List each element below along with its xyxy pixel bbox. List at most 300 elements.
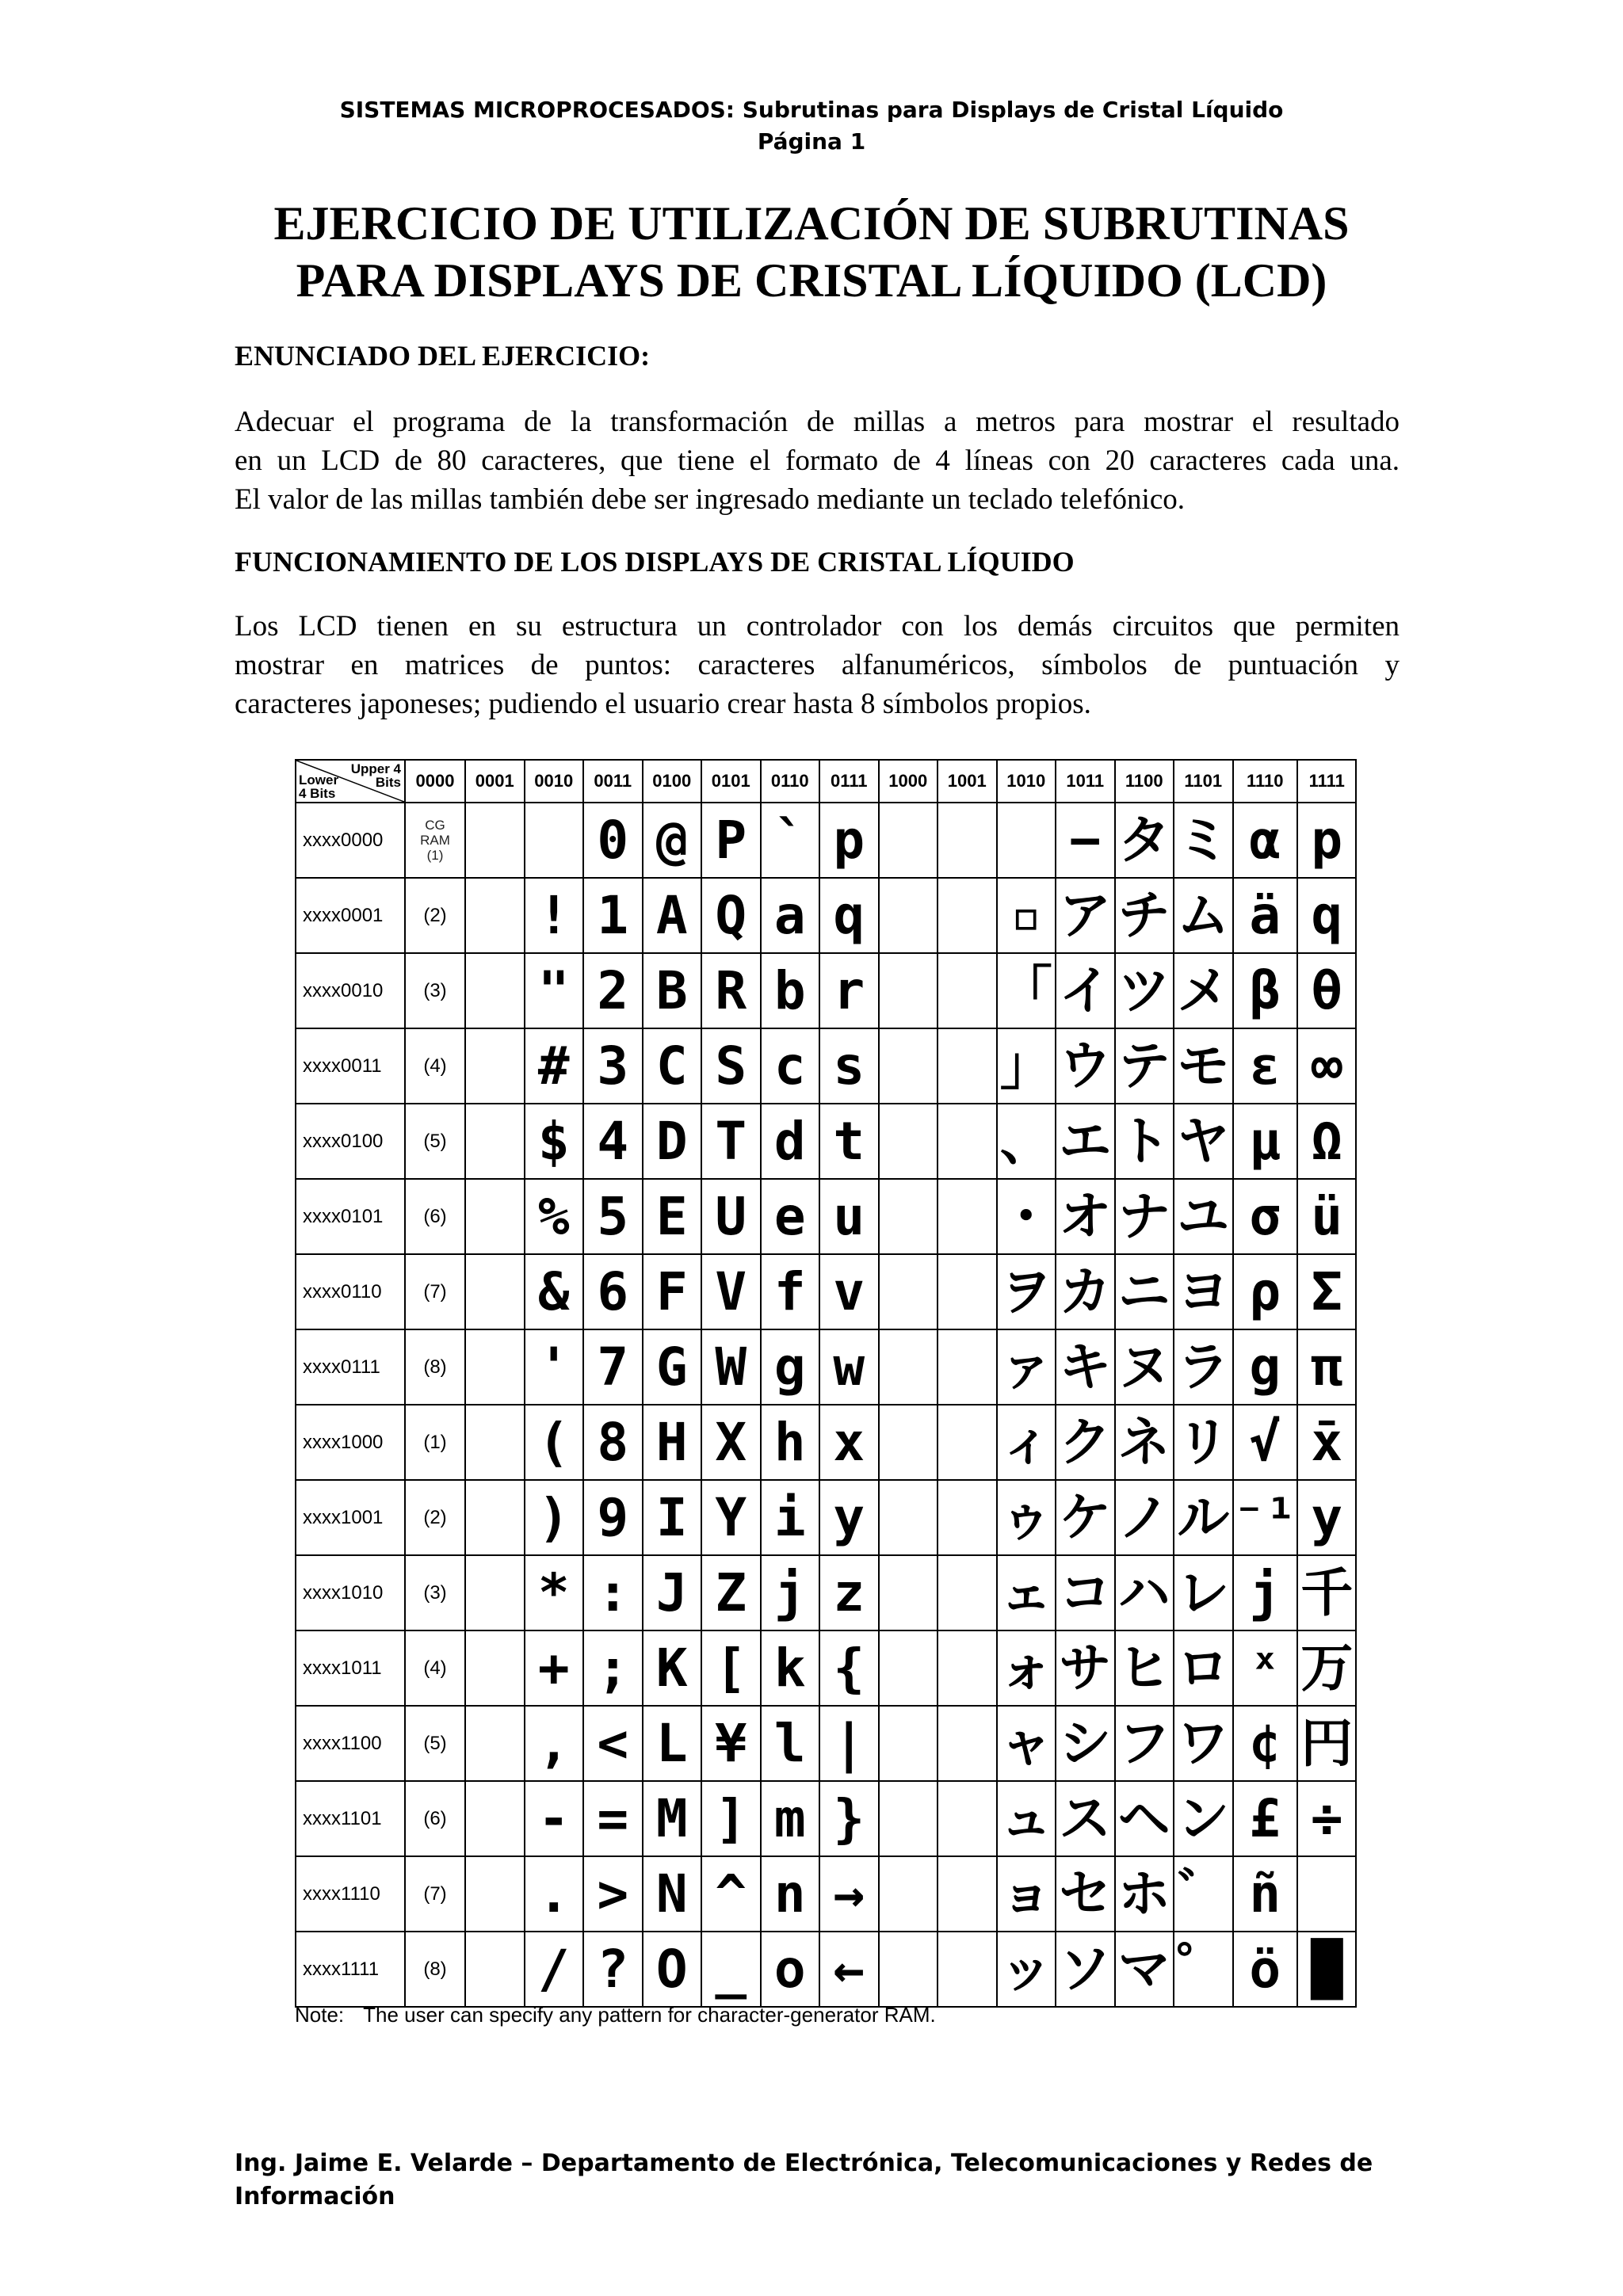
table-row [296, 1179, 1356, 1254]
character-cell: C [643, 1028, 702, 1104]
character-cell: q [819, 878, 879, 953]
character-cell: Ω [1297, 1104, 1357, 1179]
character-cell: { [819, 1630, 879, 1706]
character-cell: | [819, 1706, 879, 1781]
character-cell: 8 [583, 1405, 643, 1480]
character-cell [879, 1104, 938, 1179]
character-cell: p [1297, 803, 1357, 878]
character-cell: ミ [1174, 803, 1233, 878]
character-cell [465, 878, 525, 953]
character-cell [1297, 1856, 1357, 1932]
character-cell [879, 803, 938, 878]
section-heading-enunciado: ENUNCIADO DEL EJERCICIO: [235, 340, 651, 372]
character-cell: i [761, 1480, 820, 1555]
column-header: 1111 [1297, 760, 1357, 803]
character-cell: x̄ [1297, 1405, 1357, 1480]
row-label: xxxx0110 [296, 1254, 405, 1329]
character-cell: ァ [997, 1329, 1056, 1405]
character-cell: ム [1174, 878, 1233, 953]
character-cell [465, 1781, 525, 1856]
character-cell: G [643, 1329, 702, 1405]
table-row [296, 1329, 1356, 1405]
character-cell: 千 [1297, 1555, 1357, 1630]
character-cell: } [819, 1781, 879, 1856]
character-cell: v [819, 1254, 879, 1329]
character-cell [465, 1179, 525, 1254]
character-cell: ワ [1174, 1706, 1233, 1781]
character-cell: - [525, 1781, 584, 1856]
character-cell [465, 1932, 525, 2007]
character-cell: ← [819, 1932, 879, 2007]
character-cell: ヘ [1115, 1781, 1174, 1856]
character-cell: M [643, 1781, 702, 1856]
row-label: xxxx0001 [296, 878, 405, 953]
character-cell [879, 1329, 938, 1405]
character-cell: β [1233, 953, 1297, 1028]
character-cell: 4 [583, 1104, 643, 1179]
character-cell: ' [525, 1329, 584, 1405]
character-cell: ∞ [1297, 1028, 1357, 1104]
column-header: 0000 [405, 760, 465, 803]
character-cell: u [819, 1179, 879, 1254]
character-cell [938, 953, 997, 1028]
character-cell [525, 803, 584, 878]
character-cell: m [761, 1781, 820, 1856]
character-cell: θ [1297, 953, 1357, 1028]
corner-lower-bits-label: Lower 4 Bits [299, 772, 339, 801]
character-cell: a [761, 878, 820, 953]
character-cell: < [583, 1706, 643, 1781]
character-cell: I [643, 1480, 702, 1555]
character-cell [938, 878, 997, 953]
row-label: xxxx1101 [296, 1781, 405, 1856]
character-cell: f [761, 1254, 820, 1329]
character-cell: ィ [997, 1405, 1056, 1480]
cg-ram-cell: (7) [405, 1856, 465, 1932]
character-cell: ・ [997, 1179, 1056, 1254]
row-label: xxxx1100 [296, 1706, 405, 1781]
character-cell: ü [1297, 1179, 1357, 1254]
character-cell: s [819, 1028, 879, 1104]
character-cell: ) [525, 1480, 584, 1555]
table-row [296, 1480, 1356, 1555]
character-cell [465, 1856, 525, 1932]
table-row [296, 1630, 1356, 1706]
lcd-character-table [295, 759, 1357, 2008]
character-cell: 6 [583, 1254, 643, 1329]
character-cell: g [1233, 1329, 1297, 1405]
character-cell: 7 [583, 1329, 643, 1405]
character-cell: j [761, 1555, 820, 1630]
row-label: xxxx0111 [296, 1329, 405, 1405]
character-cell: σ [1233, 1179, 1297, 1254]
column-header: 0110 [761, 760, 820, 803]
character-cell: 、 [997, 1104, 1056, 1179]
character-cell: ッ [997, 1932, 1056, 2007]
table-note [295, 2003, 936, 2027]
table-row [296, 1405, 1356, 1480]
character-cell: V [701, 1254, 761, 1329]
character-cell: √ [1233, 1405, 1297, 1480]
table-row [296, 1555, 1356, 1630]
column-header: 1001 [938, 760, 997, 803]
character-cell [938, 1630, 997, 1706]
character-cell: ソ [1056, 1932, 1115, 2007]
table-row [296, 1104, 1356, 1179]
character-cell: r [819, 953, 879, 1028]
table-row [296, 1781, 1356, 1856]
cg-ram-cell: (8) [405, 1932, 465, 2007]
character-cell [465, 1104, 525, 1179]
character-cell: ノ [1115, 1480, 1174, 1555]
character-cell [879, 1405, 938, 1480]
character-cell [879, 1856, 938, 1932]
table-row [296, 1856, 1356, 1932]
character-cell: イ [1056, 953, 1115, 1028]
character-cell: ネ [1115, 1405, 1174, 1480]
character-cell [879, 1932, 938, 2007]
character-cell [465, 1706, 525, 1781]
character-cell [465, 1028, 525, 1104]
character-cell: キ [1056, 1329, 1115, 1405]
character-cell: / [525, 1932, 584, 2007]
paragraph-line: en un LCD de 80 caracteres, que tiene el formato de 4 líneas con 20 caracteres cada una. [235, 444, 1400, 477]
cg-ram-cell: (2) [405, 878, 465, 953]
paragraph-line: Adecuar el programa de la transformación de millas a metros para mostrar el resultado [235, 406, 1400, 438]
paragraph-line: El valor de las millas también debe ser ingresado mediante un teclado telefónico. [235, 483, 1185, 516]
character-cell [938, 1028, 997, 1104]
character-cell [465, 953, 525, 1028]
cg-ram-cell: CG RAM (1) [405, 803, 465, 878]
character-cell [879, 1028, 938, 1104]
character-cell: + [525, 1630, 584, 1706]
character-cell [938, 803, 997, 878]
character-cell: ⁻¹ [1233, 1480, 1297, 1555]
row-label: xxxx1001 [296, 1480, 405, 1555]
row-label: xxxx1010 [296, 1555, 405, 1630]
character-cell [938, 1932, 997, 2007]
character-cell: L [643, 1706, 702, 1781]
character-cell [465, 803, 525, 878]
character-cell: ユ [1174, 1179, 1233, 1254]
character-cell: _ [701, 1932, 761, 2007]
character-cell: シ [1056, 1706, 1115, 1781]
character-cell: R [701, 953, 761, 1028]
character-cell [465, 1555, 525, 1630]
character-cell: ゥ [997, 1480, 1056, 1555]
character-cell: ヨ [1174, 1254, 1233, 1329]
character-cell: Q [701, 878, 761, 953]
character-cell: n [761, 1856, 820, 1932]
character-cell [997, 803, 1056, 878]
character-cell: O [643, 1932, 702, 2007]
row-label: xxxx0010 [296, 953, 405, 1028]
character-cell: $ [525, 1104, 584, 1179]
character-cell: ` [761, 803, 820, 878]
character-cell: ヤ [1174, 1104, 1233, 1179]
character-cell: @ [643, 803, 702, 878]
character-cell [879, 1179, 938, 1254]
character-cell [465, 1254, 525, 1329]
character-cell: ア [1056, 878, 1115, 953]
character-cell: リ [1174, 1405, 1233, 1480]
character-cell [938, 1480, 997, 1555]
table-body [296, 803, 1356, 2007]
cg-ram-cell: (4) [405, 1630, 465, 1706]
character-cell: j [1233, 1555, 1297, 1630]
character-cell: ¥ [701, 1706, 761, 1781]
character-cell: 」 [997, 1028, 1056, 1104]
character-cell: ˣ [1233, 1630, 1297, 1706]
character-cell: ÷ [1297, 1781, 1357, 1856]
character-cell: テ [1115, 1028, 1174, 1104]
character-cell: W [701, 1329, 761, 1405]
character-cell: ^ [701, 1856, 761, 1932]
character-cell: p [819, 803, 879, 878]
character-cell: : [583, 1555, 643, 1630]
character-cell: N [643, 1856, 702, 1932]
section-heading-funcionamiento: FUNCIONAMIENTO DE LOS DISPLAYS DE CRISTAL LÍQUIDO [235, 546, 1075, 578]
cg-ram-cell: (1) [405, 1405, 465, 1480]
character-cell [465, 1329, 525, 1405]
table-row [296, 1706, 1356, 1781]
table-row [296, 1254, 1356, 1329]
character-cell: [ [701, 1630, 761, 1706]
paragraph-line: caracteres japoneses; pudiendo el usuario crear hasta 8 símbolos propios. [235, 688, 1091, 720]
character-cell: e [761, 1179, 820, 1254]
character-cell: w [819, 1329, 879, 1405]
table-row [296, 803, 1356, 878]
column-header: 0001 [465, 760, 525, 803]
table-row [296, 878, 1356, 953]
character-cell: H [643, 1405, 702, 1480]
character-cell: h [761, 1405, 820, 1480]
character-cell: b [761, 953, 820, 1028]
character-cell: 円 [1297, 1706, 1357, 1781]
character-cell: ウ [1056, 1028, 1115, 1104]
document-title-line-1: EJERCICIO DE UTILIZACIÓN DE SUBRUTINAS [273, 197, 1350, 250]
character-cell: E [643, 1179, 702, 1254]
character-cell: # [525, 1028, 584, 1104]
cg-ram-cell: (3) [405, 953, 465, 1028]
row-label: xxxx0100 [296, 1104, 405, 1179]
cg-ram-cell: (6) [405, 1781, 465, 1856]
character-cell: タ [1115, 803, 1174, 878]
document-title-line-2: PARA DISPLAYS DE CRISTAL LÍQUIDO (LCD) [296, 254, 1327, 307]
character-cell: & [525, 1254, 584, 1329]
character-cell: ρ [1233, 1254, 1297, 1329]
character-cell [465, 1480, 525, 1555]
character-cell [879, 1254, 938, 1329]
character-cell: █ [1297, 1932, 1357, 2007]
character-cell [938, 1555, 997, 1630]
row-label: xxxx0101 [296, 1179, 405, 1254]
column-header: 1101 [1174, 760, 1233, 803]
character-cell [938, 1104, 997, 1179]
character-cell: > [583, 1856, 643, 1932]
character-cell: 万 [1297, 1630, 1357, 1706]
character-cell: X [701, 1405, 761, 1480]
character-cell: α [1233, 803, 1297, 878]
character-cell [879, 1781, 938, 1856]
character-cell: S [701, 1028, 761, 1104]
character-cell: ロ [1174, 1630, 1233, 1706]
character-cell: ナ [1115, 1179, 1174, 1254]
character-cell: B [643, 953, 702, 1028]
character-cell: ? [583, 1932, 643, 2007]
character-cell: , [525, 1706, 584, 1781]
character-cell: ャ [997, 1706, 1056, 1781]
character-cell: ヲ [997, 1254, 1056, 1329]
character-cell: マ [1115, 1932, 1174, 2007]
character-cell: ¢ [1233, 1706, 1297, 1781]
character-cell: = [583, 1781, 643, 1856]
paragraph-line: Los LCD tienen en su estructura un controlador con los demás circuitos que permiten [235, 610, 1400, 643]
column-header: 0111 [819, 760, 879, 803]
cg-ram-cell: (5) [405, 1706, 465, 1781]
page-footer: Ing. Jaime E. Velarde – Departamento de Electrónica, Telecomunicaciones y Redes de Información [235, 2149, 1373, 2210]
character-cell: Σ [1297, 1254, 1357, 1329]
table-row [296, 1932, 1356, 2007]
character-cell: ö [1233, 1932, 1297, 2007]
character-cell: ( [525, 1405, 584, 1480]
corner-upper-bits-label: Upper 4 Bits [350, 761, 401, 790]
character-cell: c [761, 1028, 820, 1104]
row-label: xxxx1011 [296, 1630, 405, 1706]
character-cell: モ [1174, 1028, 1233, 1104]
character-cell: レ [1174, 1555, 1233, 1630]
character-cell: ル [1174, 1480, 1233, 1555]
character-cell: ニ [1115, 1254, 1174, 1329]
page-number: Página 1 [757, 128, 866, 154]
character-cell: £ [1233, 1781, 1297, 1856]
character-cell [465, 1405, 525, 1480]
character-cell: ェ [997, 1555, 1056, 1630]
character-code-table [295, 759, 1357, 2008]
paragraph-enunciado [235, 402, 1400, 519]
character-cell: * [525, 1555, 584, 1630]
character-cell: % [525, 1179, 584, 1254]
column-header: 0101 [701, 760, 761, 803]
cg-ram-cell: (8) [405, 1329, 465, 1405]
character-cell: ラ [1174, 1329, 1233, 1405]
character-cell: → [819, 1856, 879, 1932]
character-cell: ; [583, 1630, 643, 1706]
column-header: 1000 [879, 760, 938, 803]
character-cell: o [761, 1932, 820, 2007]
column-header: 1110 [1233, 760, 1297, 803]
character-cell: コ [1056, 1555, 1115, 1630]
character-cell: フ [1115, 1706, 1174, 1781]
character-cell: t [819, 1104, 879, 1179]
character-cell: π [1297, 1329, 1357, 1405]
cg-ram-cell: (5) [405, 1104, 465, 1179]
paragraph-funcionamiento [235, 607, 1400, 723]
character-cell: メ [1174, 953, 1233, 1028]
note-label: Note: [295, 2003, 345, 2027]
character-cell [938, 1405, 997, 1480]
character-cell: ゜ [1174, 1932, 1233, 2007]
character-cell: 5 [583, 1179, 643, 1254]
note-text: The user can specify any pattern for character-generator RAM. [363, 2003, 936, 2027]
character-cell: 2 [583, 953, 643, 1028]
column-header: 0010 [525, 760, 584, 803]
character-cell [938, 1706, 997, 1781]
character-cell: ä [1233, 878, 1297, 953]
character-cell: l [761, 1706, 820, 1781]
cg-ram-cell: (3) [405, 1555, 465, 1630]
character-cell: A [643, 878, 702, 953]
character-cell: . [525, 1856, 584, 1932]
cg-ram-cell: (4) [405, 1028, 465, 1104]
character-cell: K [643, 1630, 702, 1706]
character-cell: ! [525, 878, 584, 953]
character-cell: セ [1056, 1856, 1115, 1932]
character-cell: U [701, 1179, 761, 1254]
character-cell: ε [1233, 1028, 1297, 1104]
character-cell: ト [1115, 1104, 1174, 1179]
character-cell [879, 1480, 938, 1555]
row-label: xxxx1110 [296, 1856, 405, 1932]
character-cell: P [701, 803, 761, 878]
character-cell [879, 1555, 938, 1630]
character-cell: ヒ [1115, 1630, 1174, 1706]
character-cell: 9 [583, 1480, 643, 1555]
row-label: xxxx1000 [296, 1405, 405, 1480]
character-cell: ス [1056, 1781, 1115, 1856]
table-corner-cell [296, 760, 405, 803]
character-cell: ツ [1115, 953, 1174, 1028]
character-cell: k [761, 1630, 820, 1706]
character-cell: g [761, 1329, 820, 1405]
table-row [296, 1028, 1356, 1104]
character-cell [879, 878, 938, 953]
character-cell [938, 1254, 997, 1329]
character-cell: y [819, 1480, 879, 1555]
character-cell: エ [1056, 1104, 1115, 1179]
table-row [296, 953, 1356, 1028]
character-cell: d [761, 1104, 820, 1179]
character-cell: ñ [1233, 1856, 1297, 1932]
character-cell: サ [1056, 1630, 1115, 1706]
character-cell: ク [1056, 1405, 1115, 1480]
character-cell: ゛ [1174, 1856, 1233, 1932]
character-cell: オ [1056, 1179, 1115, 1254]
character-cell: ケ [1056, 1480, 1115, 1555]
character-cell: カ [1056, 1254, 1115, 1329]
running-header: SISTEMAS MICROPROCESADOS: Subrutinas para Displays de Cristal Líquido [339, 97, 1284, 123]
column-header: 0100 [643, 760, 702, 803]
character-cell: ] [701, 1781, 761, 1856]
character-cell [879, 953, 938, 1028]
character-cell [938, 1781, 997, 1856]
character-cell: Y [701, 1480, 761, 1555]
character-cell [938, 1329, 997, 1405]
character-cell: 3 [583, 1028, 643, 1104]
character-cell: ョ [997, 1856, 1056, 1932]
table-header-row [296, 760, 1356, 803]
column-header: 1010 [997, 760, 1056, 803]
character-cell [879, 1630, 938, 1706]
character-cell: x [819, 1405, 879, 1480]
column-header: 0011 [583, 760, 643, 803]
cg-ram-cell: (2) [405, 1480, 465, 1555]
character-cell: ハ [1115, 1555, 1174, 1630]
row-label: xxxx0011 [296, 1028, 405, 1104]
character-cell: ▫ [997, 878, 1056, 953]
character-cell: z [819, 1555, 879, 1630]
character-cell: 1 [583, 878, 643, 953]
